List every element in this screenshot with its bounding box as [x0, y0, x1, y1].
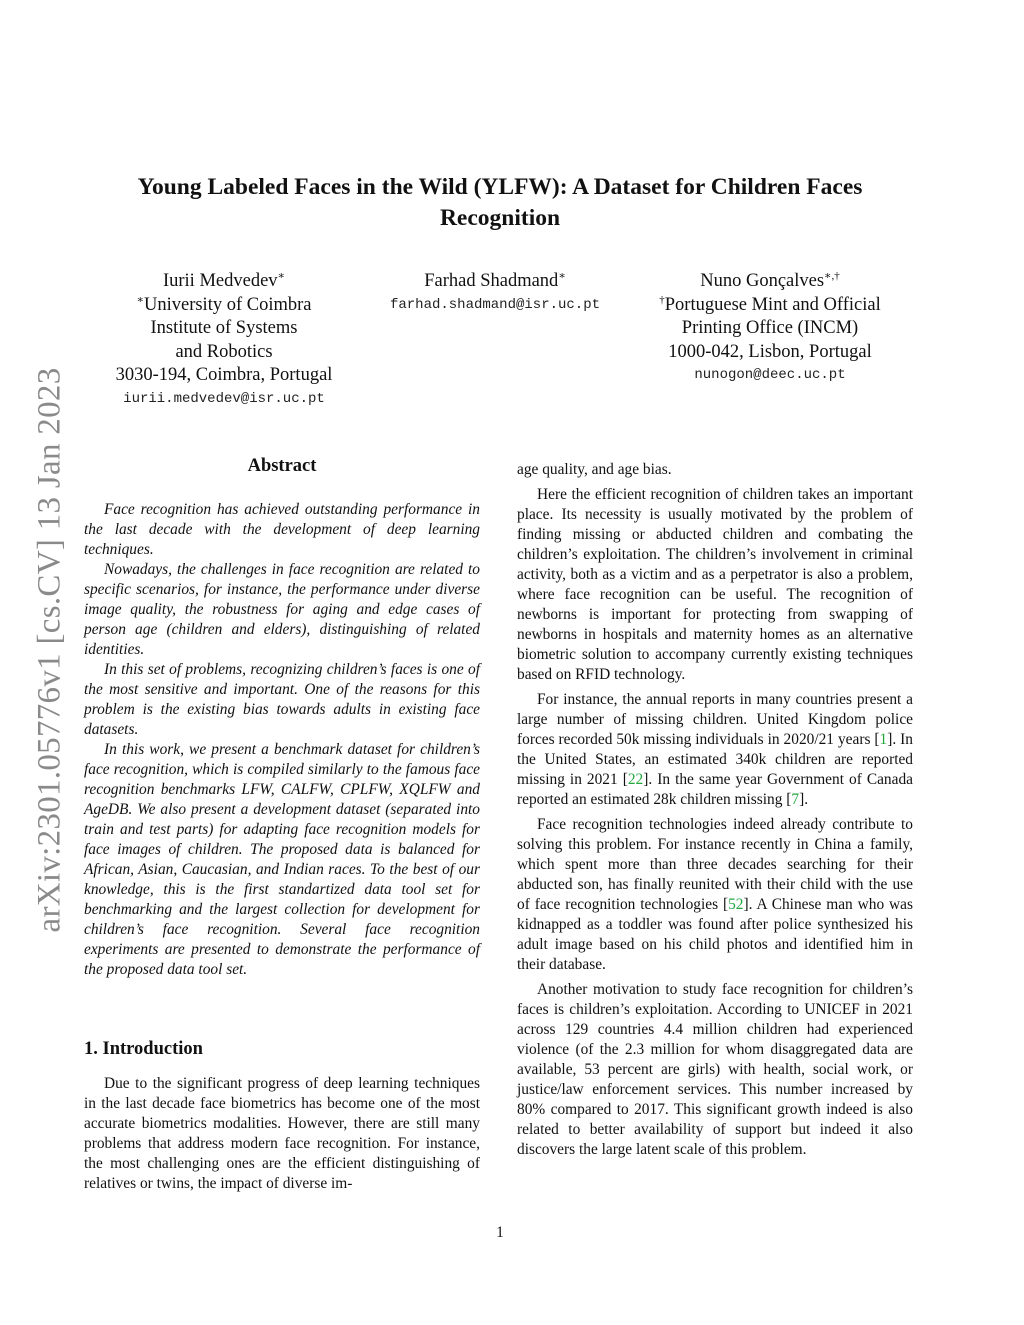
citation-link[interactable]: 1: [879, 731, 888, 748]
abstract-paragraph: Face recognition has achieved outstanding performance in the last decade with the development of deep learning techniques.: [84, 501, 480, 558]
abstract-paragraph: In this set of problems, recognizing children’s faces is one of the most sensitive and important. One of the reasons for this problem is the existing bias towards adults in existing face datasets.: [84, 661, 480, 738]
arxiv-identifier-text: arXiv:2301.05776v1 [cs.CV] 13 Jan 2023: [31, 367, 68, 933]
paper-title: Young Labeled Faces in the Wild (YLFW): A Dataset for Children Faces Recognition: [137, 174, 863, 231]
author-name-2: Farhad Shadmand∗: [424, 269, 566, 291]
author-email-1[interactable]: iurii.medvedev@isr.uc.pt: [123, 390, 325, 407]
author-name-3: Nuno Gonçalves∗,†: [700, 269, 840, 291]
citation-link[interactable]: 52: [728, 896, 744, 913]
author-email-2[interactable]: farhad.shadmand@isr.uc.pt: [389, 296, 601, 313]
author-email-3[interactable]: nunogon@deec.uc.pt: [694, 367, 846, 383]
intro-heading: 1. Introduction: [84, 1039, 203, 1059]
body-paragraph: Another motivation to study face recognition for children’s faces is children’s exploitation. According to UNICEF in 2021 across 129 countries 4.4 million children had experienced violence (of the 2.3 million for whom disaggregated data are available, 53 percent are girls) with health, social work, or justice/law enforcement services. This number increased by 80% compared to 2017. This significant growth indeed is also related to better availability of support but indeed it also discovers the large latent scale of this problem.: [517, 981, 913, 1158]
author-affiliation-1-line-2: Institute of Systems: [150, 318, 298, 338]
author-affiliation-1: ∗University of Coimbra: [136, 293, 312, 315]
author-block-2: [370, 270, 620, 317]
citation-link[interactable]: 22: [627, 771, 644, 788]
author-affiliation-3-line-3: 1000-042, Lisbon, Portugal: [668, 341, 872, 362]
author-affiliation-3-line-2: Printing Office (INCM): [681, 318, 859, 338]
body-paragraph: Here the efficient recognition of children takes an important place. Its necessity is usually motivated by the problem of finding missing or abducted children and combating the children’s exploitation. The children’s involvement in criminal activity, both as a victim and as a perpetrator is also a problem, where face recognition can be useful. The recognition of newborns is important for protecting from swapping of newborns in hospitals and maternity homes as an alternative biometric solution to accompany currently existing techniques based on RFID technology.: [517, 486, 913, 683]
author-block-3: [630, 270, 910, 387]
author-affiliation-1-line-3: and Robotics: [175, 341, 273, 362]
author-affiliation-3: †Portuguese Mint and Official: [659, 293, 881, 315]
author-name-1: Iurii Medvedev∗: [162, 269, 286, 291]
intro-body: [84, 1074, 480, 1194]
right-column: [517, 460, 913, 1165]
continued-paragraph: age quality, and age bias.: [517, 461, 672, 478]
author-block-1: [84, 270, 364, 411]
body-paragraph-face-recognition: Face recognition technologies indeed already contribute to solving this problem. For instance recently in China a family, which spent more than three decades searching for their abducted son, has finally reunited with their child with the use of face recognition technologies [52]. A Chinese man who was kidnapped as a toddler was found after police synthesized his adult image based on his child photos and identified him in their database.: [517, 816, 913, 973]
abstract-paragraph: In this work, we present a benchmark dataset for children’s face recognition, which is compiled similarly to the famous face recognition benchmarks LFW, CALFW, CPLFW, XQLFW and AgeDB. We also present a development dataset (separated into train and test parts) for adapting face recognition models for face images of children. The proposed data is balanced for African, Asian, Caucasian, and Indian races. To the best of our knowledge, this is the first standartized data tool set for benchmarking and the largest collection for development for children’s face recognition. Several face recognition experiments are presented to demonstrate the performance of the proposed data tool set.: [84, 741, 480, 978]
body-paragraph-missing-children: For instance, the annual reports in many countries present a large number of missing children. United Kingdom police forces recorded 50k missing individuals in 2020/21 years [1]. In the United States, an estimated 340k children are reported missing in 2021 [22]. In the same year Government of Canada reported an estimated 28k children missing [7].: [517, 691, 913, 808]
abstract-paragraph: Nowadays, the challenges in face recognition are related to specific scenarios, for instance, the performance under diverse image quality, the robustness for aging and edge cases of person age (children and elders), distinguishing of related identities.: [84, 561, 480, 658]
intro-paragraph: Due to the significant progress of deep learning techniques in the last decade face biometrics has become one of the most accurate biometrics modalities. However, there are still many problems that address modern face recognition. For instance, the most challenging ones are the efficient distinguishing of relatives or twins, the impact of diverse im-: [84, 1075, 480, 1192]
page-number: 1: [496, 1224, 504, 1241]
author-affiliation-1-line-4: 3030-194, Coimbra, Portugal: [115, 365, 333, 385]
citation-link[interactable]: 7: [791, 791, 800, 808]
abstract-body: [84, 500, 480, 980]
abstract-heading: Abstract: [247, 456, 317, 476]
